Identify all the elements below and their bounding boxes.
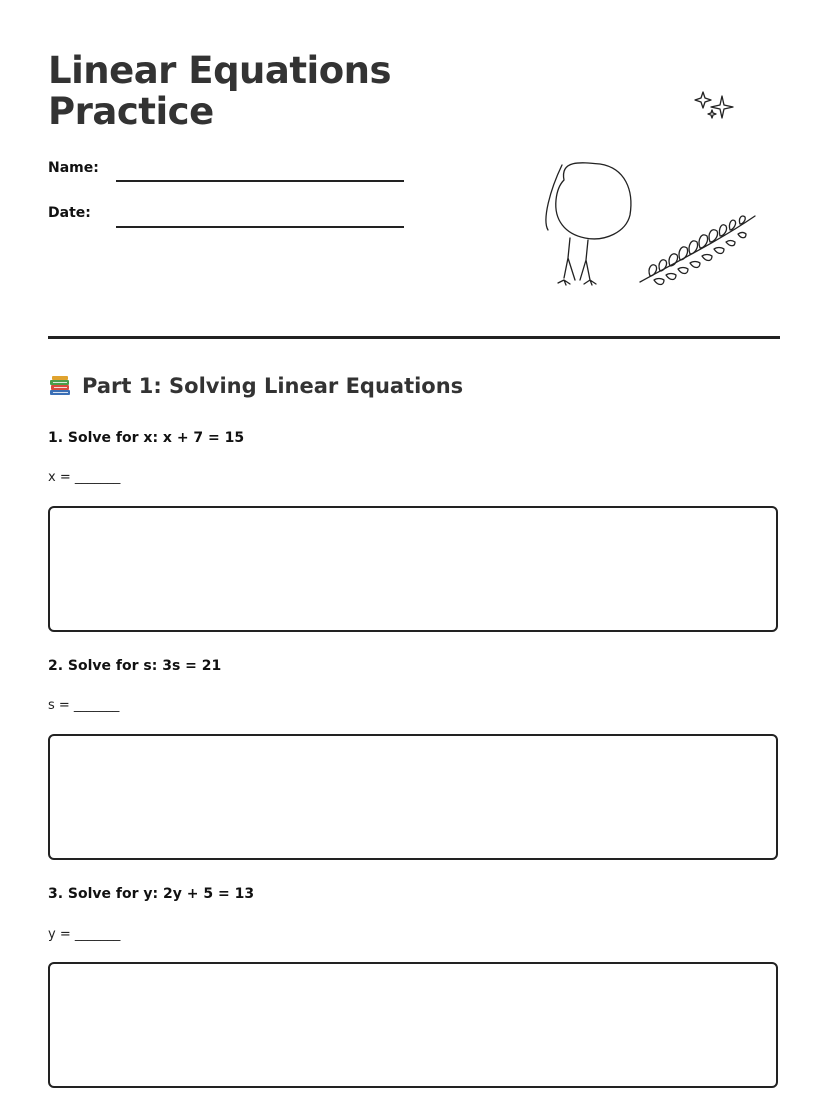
name-label: Name: [48,160,99,176]
sparkles-icon [695,92,733,118]
question-2-label: 2. Solve for s: 3s = 21 [48,658,222,674]
date-label: Date: [48,205,91,221]
worksheet-title [48,50,391,132]
part-1-heading [48,374,463,398]
kiwi-bird-illustration [530,80,770,295]
kiwi-bird-icon [546,163,631,285]
fern-icon [640,216,755,285]
part-1-heading-text: Part 1: Solving Linear Equations [82,374,464,398]
question-1-label: 1. Solve for x: x + 7 = 15 [48,430,245,446]
question-1-work-box[interactable] [48,506,778,632]
question-2-work-box[interactable] [48,734,778,860]
question-3-label: 3. Solve for y: 2y + 5 = 13 [48,886,255,902]
books-icon [48,374,72,398]
date-field[interactable] [116,226,404,228]
question-1-answer-blank[interactable]: x = _______ [48,470,121,485]
title-line-1: Linear Equations [48,49,392,92]
title-line-2: Practice [48,90,214,133]
question-3-work-box[interactable] [48,962,778,1088]
section-divider [48,336,780,339]
name-field[interactable] [116,180,404,182]
question-2-answer-blank[interactable]: s = _______ [48,698,120,713]
question-3-answer-blank[interactable]: y = _______ [48,927,121,942]
